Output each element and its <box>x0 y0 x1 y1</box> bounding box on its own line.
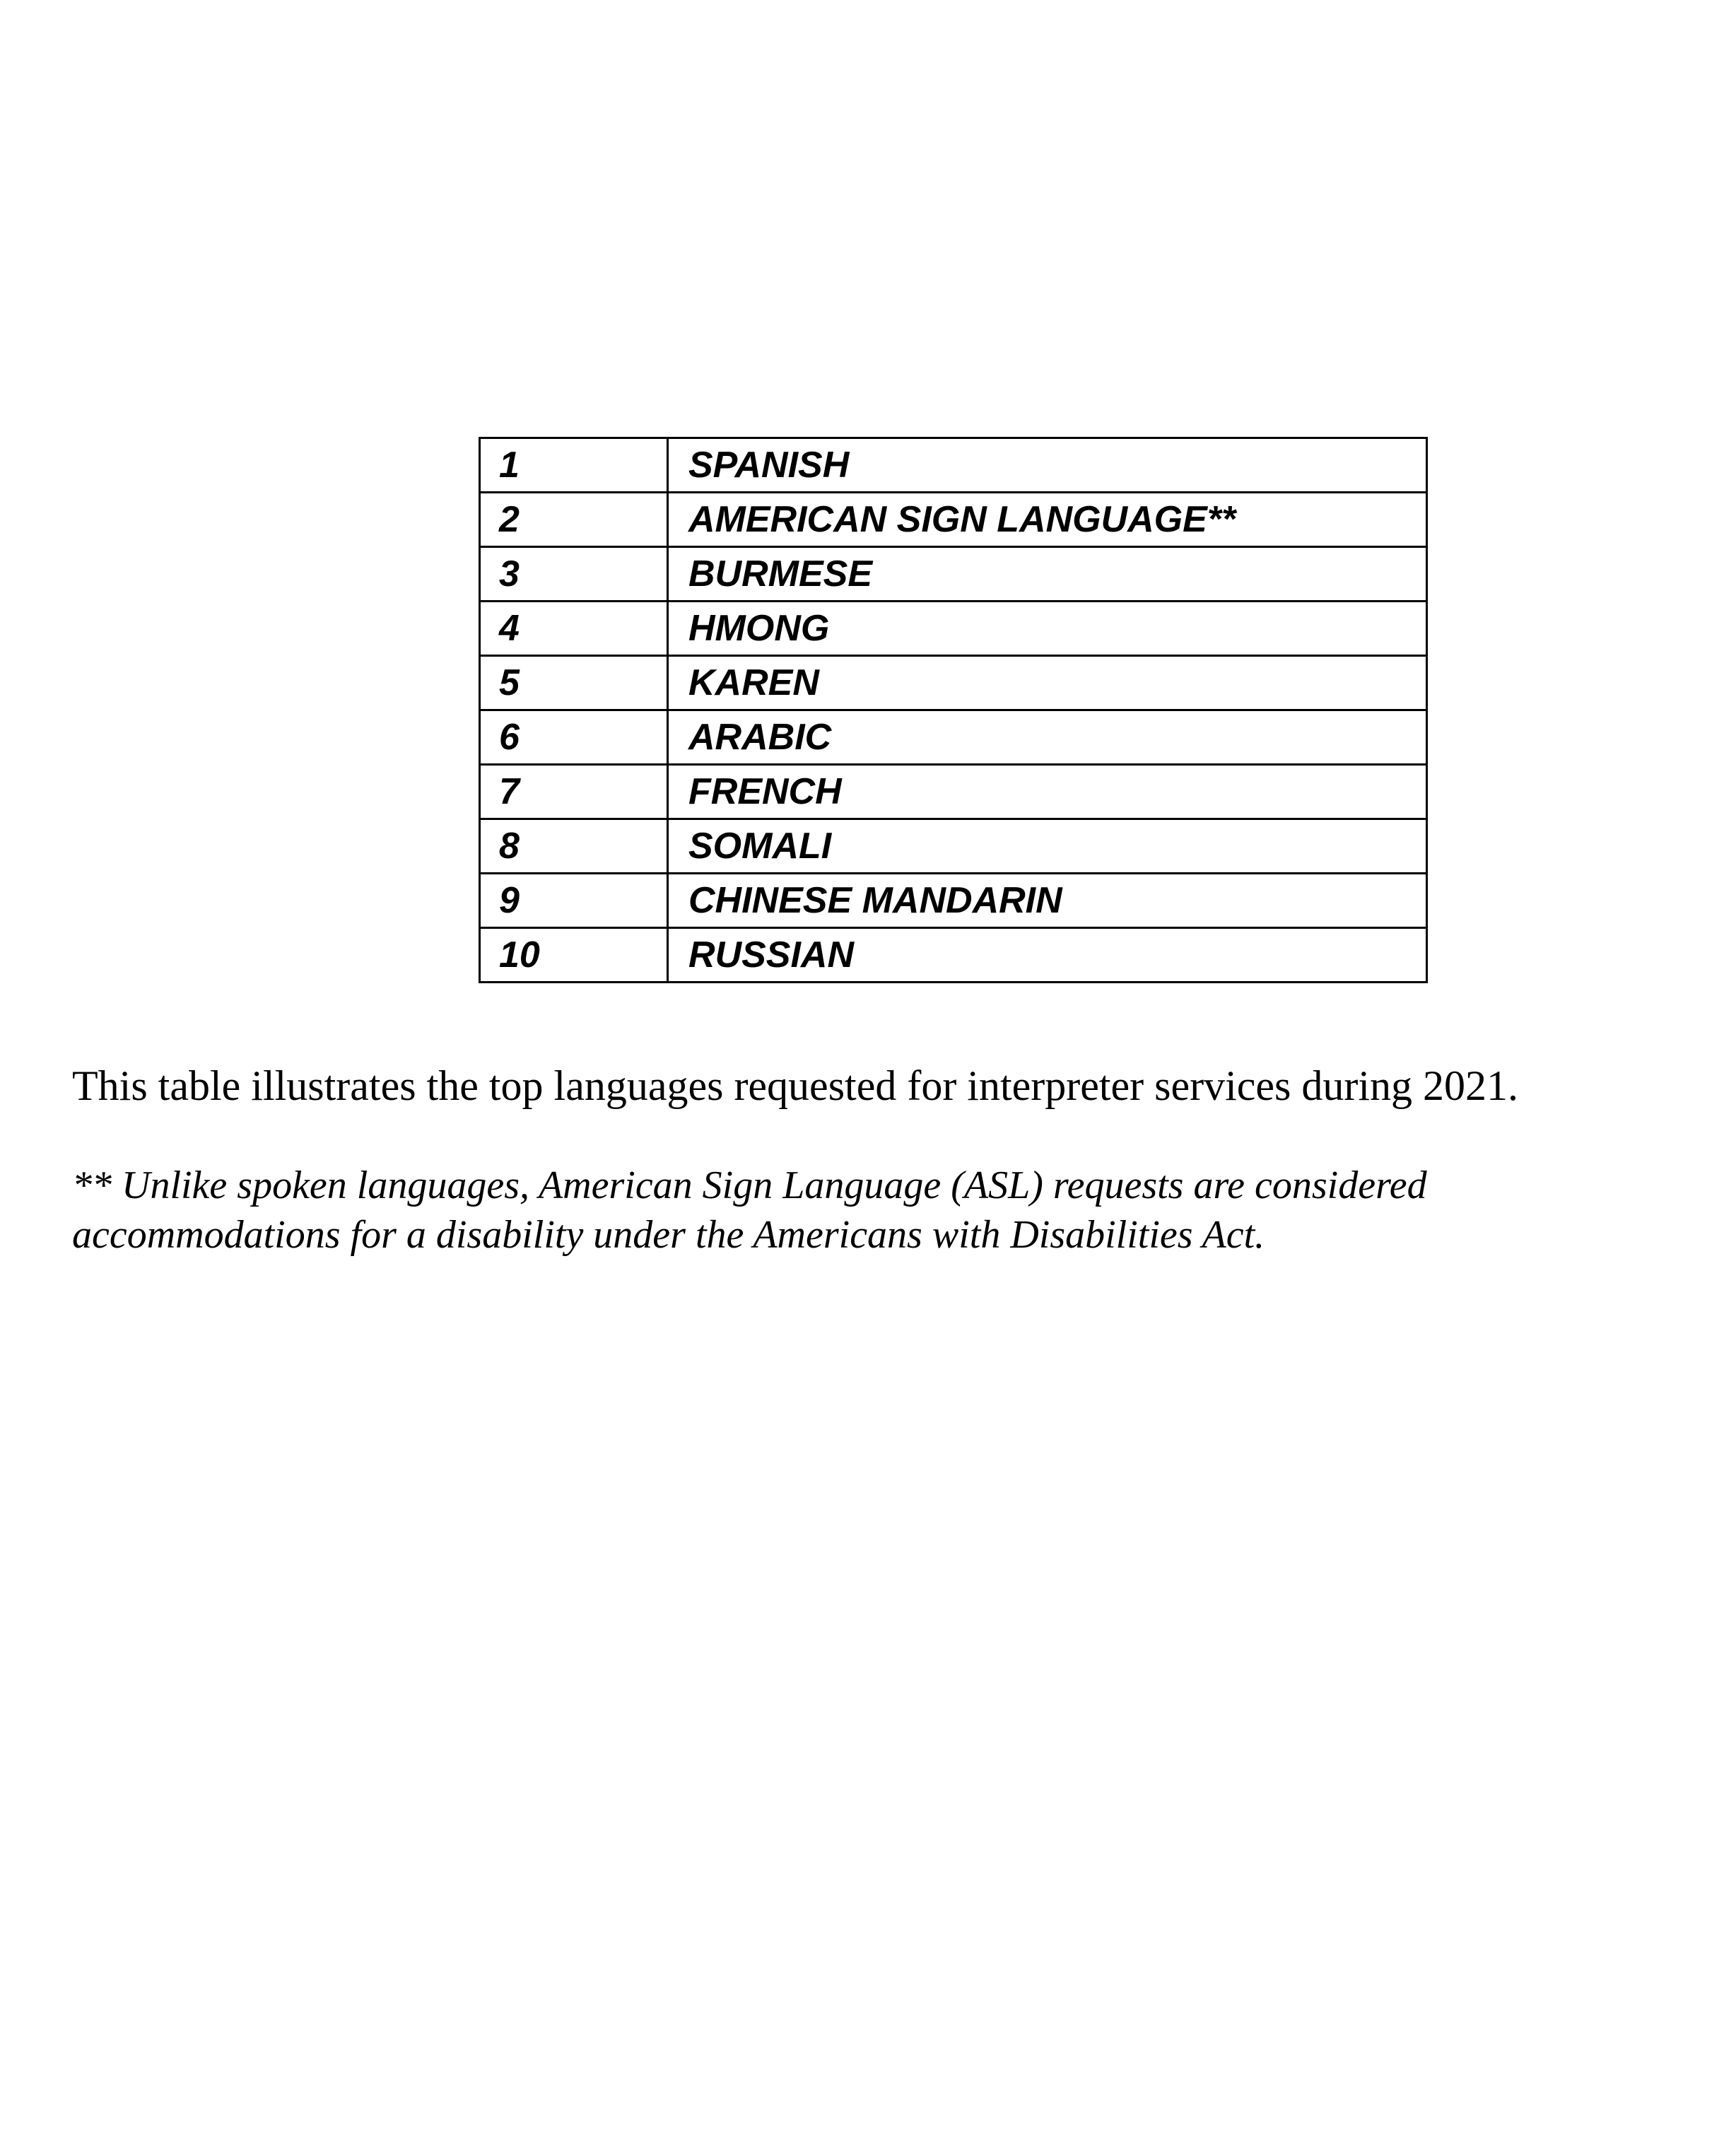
table-row <box>480 438 1427 493</box>
language-cell: AMERICAN SIGN LANGUAGE** <box>668 493 1427 547</box>
table-row <box>480 874 1427 928</box>
language-cell: KAREN <box>668 656 1427 710</box>
footnote-line-1: ** Unlike spoken languages, American Sign Language (ASL) requests are considered <box>72 1163 1427 1207</box>
rank-cell: 10 <box>480 928 668 983</box>
language-cell: RUSSIAN <box>668 928 1427 983</box>
table-row <box>480 710 1427 765</box>
table-row <box>480 547 1427 602</box>
rank-cell: 6 <box>480 710 668 765</box>
rank-cell: 9 <box>480 874 668 928</box>
language-cell: BURMESE <box>668 547 1427 602</box>
languages-table <box>479 437 1428 983</box>
table-row <box>480 656 1427 710</box>
table-row <box>480 819 1427 874</box>
table-row <box>480 602 1427 656</box>
language-cell: FRENCH <box>668 765 1427 819</box>
rank-cell: 8 <box>480 819 668 874</box>
language-cell: HMONG <box>668 602 1427 656</box>
table-caption: This table illustrates the top languages requested for interpreter services during 2021. <box>72 1062 1519 1109</box>
asl-footnote <box>72 1161 1698 1260</box>
rank-cell: 1 <box>480 438 668 493</box>
rank-cell: 3 <box>480 547 668 602</box>
language-cell: SPANISH <box>668 438 1427 493</box>
table-row <box>480 928 1427 983</box>
footnote-line-2: accommodations for a disability under the Americans with Disabilities Act. <box>72 1213 1265 1257</box>
table-row <box>480 493 1427 547</box>
rank-cell: 5 <box>480 656 668 710</box>
rank-cell: 4 <box>480 602 668 656</box>
language-cell: SOMALI <box>668 819 1427 874</box>
table-row <box>480 765 1427 819</box>
language-cell: CHINESE MANDARIN <box>668 874 1427 928</box>
rank-cell: 7 <box>480 765 668 819</box>
language-cell: ARABIC <box>668 710 1427 765</box>
rank-cell: 2 <box>480 493 668 547</box>
